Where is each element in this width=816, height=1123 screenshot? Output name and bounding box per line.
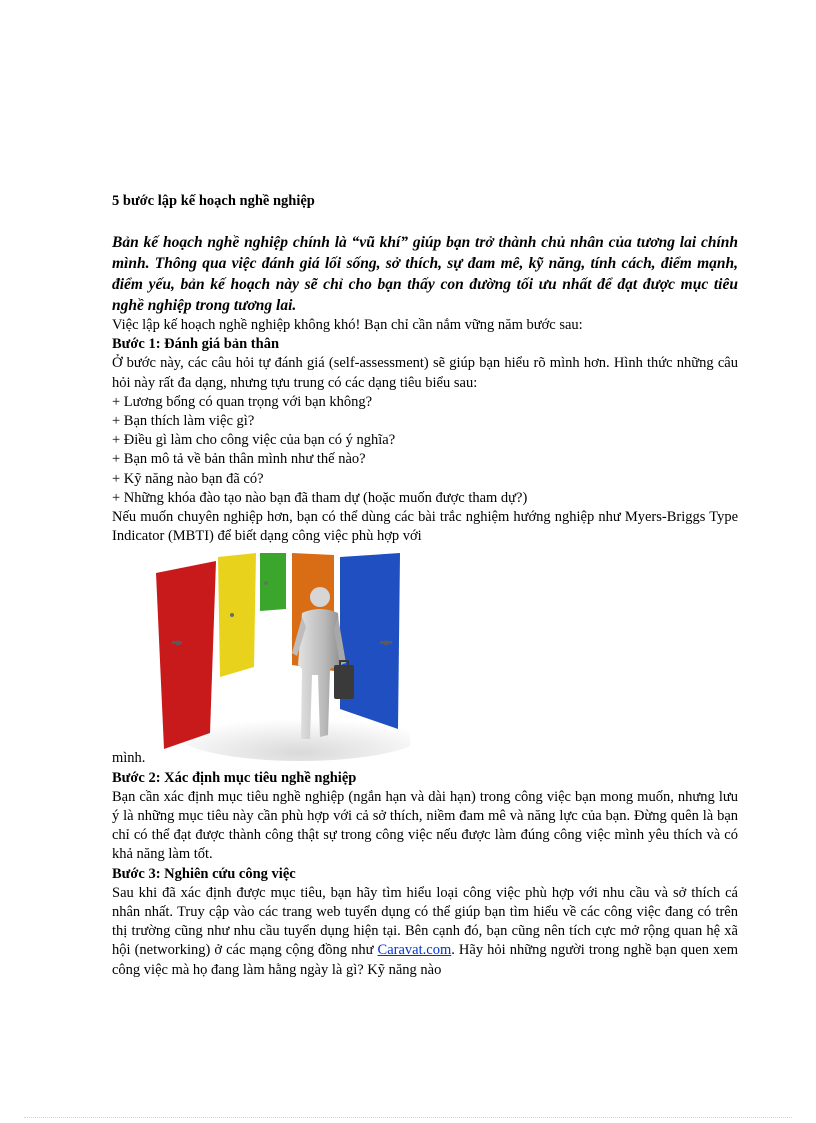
mbti-paragraph-end: mình. <box>112 750 146 767</box>
intro-paragraph: Bản kế hoạch nghề nghiệp chính là “vũ khí” giúp bạn trở thành chủ nhân của tương lai chính mình. Thông qua việc đánh giá lối sống, sở thích, sự đam mê, kỹ năng, tính cách, điểm mạnh, điểm yếu, bản kế hoạch này sẽ chỉ cho bạn thấy con đường tối ưu nhất để đạt được mục tiêu nghề nghiệp trong tương lai. <box>112 234 738 314</box>
step1-paragraph: Ở bước này, các câu hỏi tự đánh giá (self-assessment) sẽ giúp bạn hiểu rõ mình hơn. Hình thức những câu hỏi này rất đa dạng, nhưng tựu trung có các dạng tiêu biểu sau: <box>112 355 738 391</box>
question-item: + Bạn thích làm việc gì? <box>112 413 255 430</box>
document-body <box>112 193 738 980</box>
step2-heading: Bước 2: Xác định mục tiêu nghề nghiệp <box>112 769 357 786</box>
step1-heading: Bước 1: Đánh giá bản thân <box>112 336 280 353</box>
page-bottom-divider <box>24 1117 792 1118</box>
question-item: + Điều gì làm cho công việc của bạn có ý nghĩa? <box>112 432 396 449</box>
question-item: + Lương bổng có quan trọng với bạn không? <box>112 393 373 410</box>
doors-illustration <box>150 553 410 761</box>
step2-paragraph: Bạn cần xác định mục tiêu nghề nghiệp (ngắn hạn và dài hạn) trong công việc bạn mong muốn, nhưng lưu ý là những mục tiêu này cần phù hợp với cả sở thích, niềm đam mê và năng lực của bạn. Đừng quên là bạn chỉ có thể đạt được thành công thật sự trong công việc nếu được làm đúng công việc mình yêu thích và có khả năng làm tốt. <box>112 788 738 863</box>
question-item: + Kỹ năng nào bạn đã có? <box>112 470 264 487</box>
document-title: 5 bước lập kế hoạch nghề nghiệp <box>112 193 315 209</box>
lead-paragraph: Việc lập kế hoạch nghề nghiệp không khó! Bạn chỉ cần nắm vững năm bước sau: <box>112 317 583 333</box>
question-item: + Bạn mô tả về bản thân mình như thế nào? <box>112 451 366 468</box>
mbti-paragraph: Nếu muốn chuyên nghiệp hơn, bạn có thể dùng các bài trắc nghiệm hướng nghiệp như Myers-Briggs Type Indicator (MBTI) để biết dạng công việc phù hợp với <box>112 509 738 545</box>
yellow-door <box>218 553 256 677</box>
step3-heading: Bước 3: Nghiên cứu công việc <box>112 865 296 882</box>
step3-paragraph <box>112 884 738 980</box>
red-door <box>156 561 216 749</box>
doors-image <box>150 553 410 761</box>
step3-text-start: Sau khi đã xác định được mục tiêu, bạn hãy tìm hiểu loại công việc phù hợp với nhu cầu và sở thích cá nhân nhất. Truy cập vào các trang web tuyển dụng có thể giúp bạn tìm hiểu về các công việc đang có trên thị trường cũng như nhu cầu tuyển dụng hiện tại. Bên cạnh đó, bạn cũng nên tích cực mở rộng quan hệ xã hội (networking) ở các mạng cộng đồng như <box>112 884 738 959</box>
green-door <box>260 553 286 611</box>
question-item: + Những khóa đào tạo nào bạn đã tham dự (hoặc muốn được tham dự?) <box>112 489 528 506</box>
caravat-link[interactable]: Caravat.com <box>377 942 452 959</box>
step3-text-end: . Hãy hỏi những người trong nghề bạn quen xem công việc mà họ đang làm hằng ngày là gì? Kỹ năng nào <box>112 942 738 978</box>
